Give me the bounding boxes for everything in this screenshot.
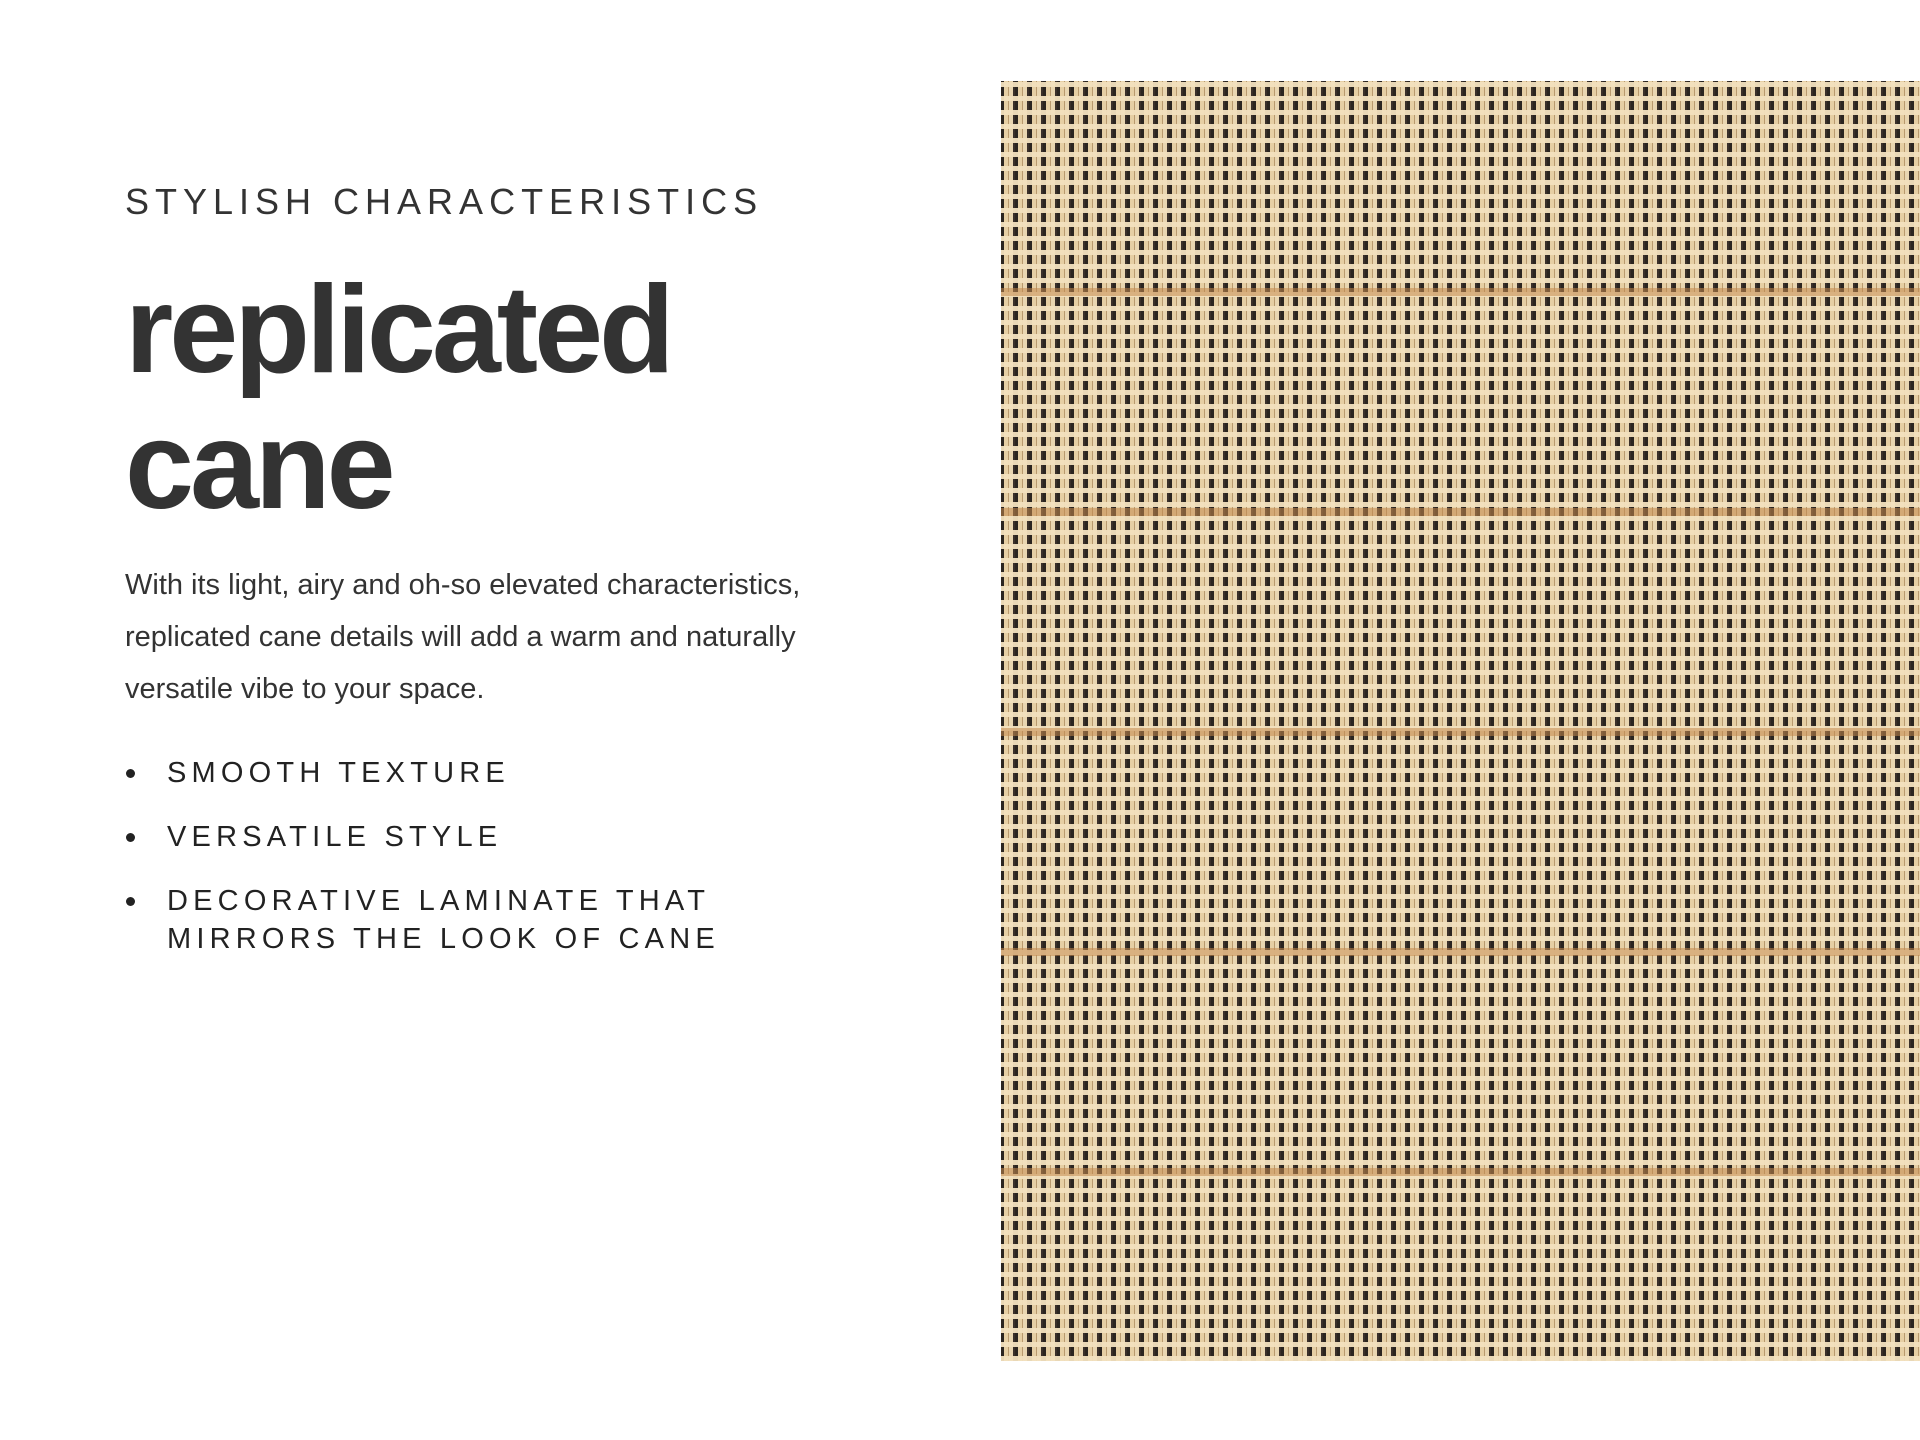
feature-text-panel <box>125 0 925 1440</box>
feature-label: VERSATILE STYLE <box>167 821 503 853</box>
feature-item-smooth-texture <box>125 754 845 792</box>
section-description: With its light, airy and oh-so elevated characteristics, replicated cane details will add a warm and naturally versatile vibe to your space. <box>125 569 801 705</box>
cane-texture-image <box>1001 81 1920 1361</box>
bullet-icon <box>126 897 135 906</box>
feature-item-versatile-style <box>125 818 845 856</box>
feature-label: SMOOTH TEXTURE <box>167 757 510 789</box>
title-line-cane: cane <box>125 397 392 535</box>
bullet-icon <box>126 833 135 842</box>
feature-label: DECORATIVE LAMINATE THAT MIRRORS THE LOOK OF CANE <box>167 885 720 955</box>
feature-item-decorative-laminate <box>125 882 845 958</box>
section-title <box>125 262 825 534</box>
feature-list <box>125 754 845 984</box>
title-line-replicated: replicated <box>125 261 671 399</box>
section-eyebrow: STYLISH CHARACTERISTICS <box>125 181 764 222</box>
bullet-icon <box>126 769 135 778</box>
